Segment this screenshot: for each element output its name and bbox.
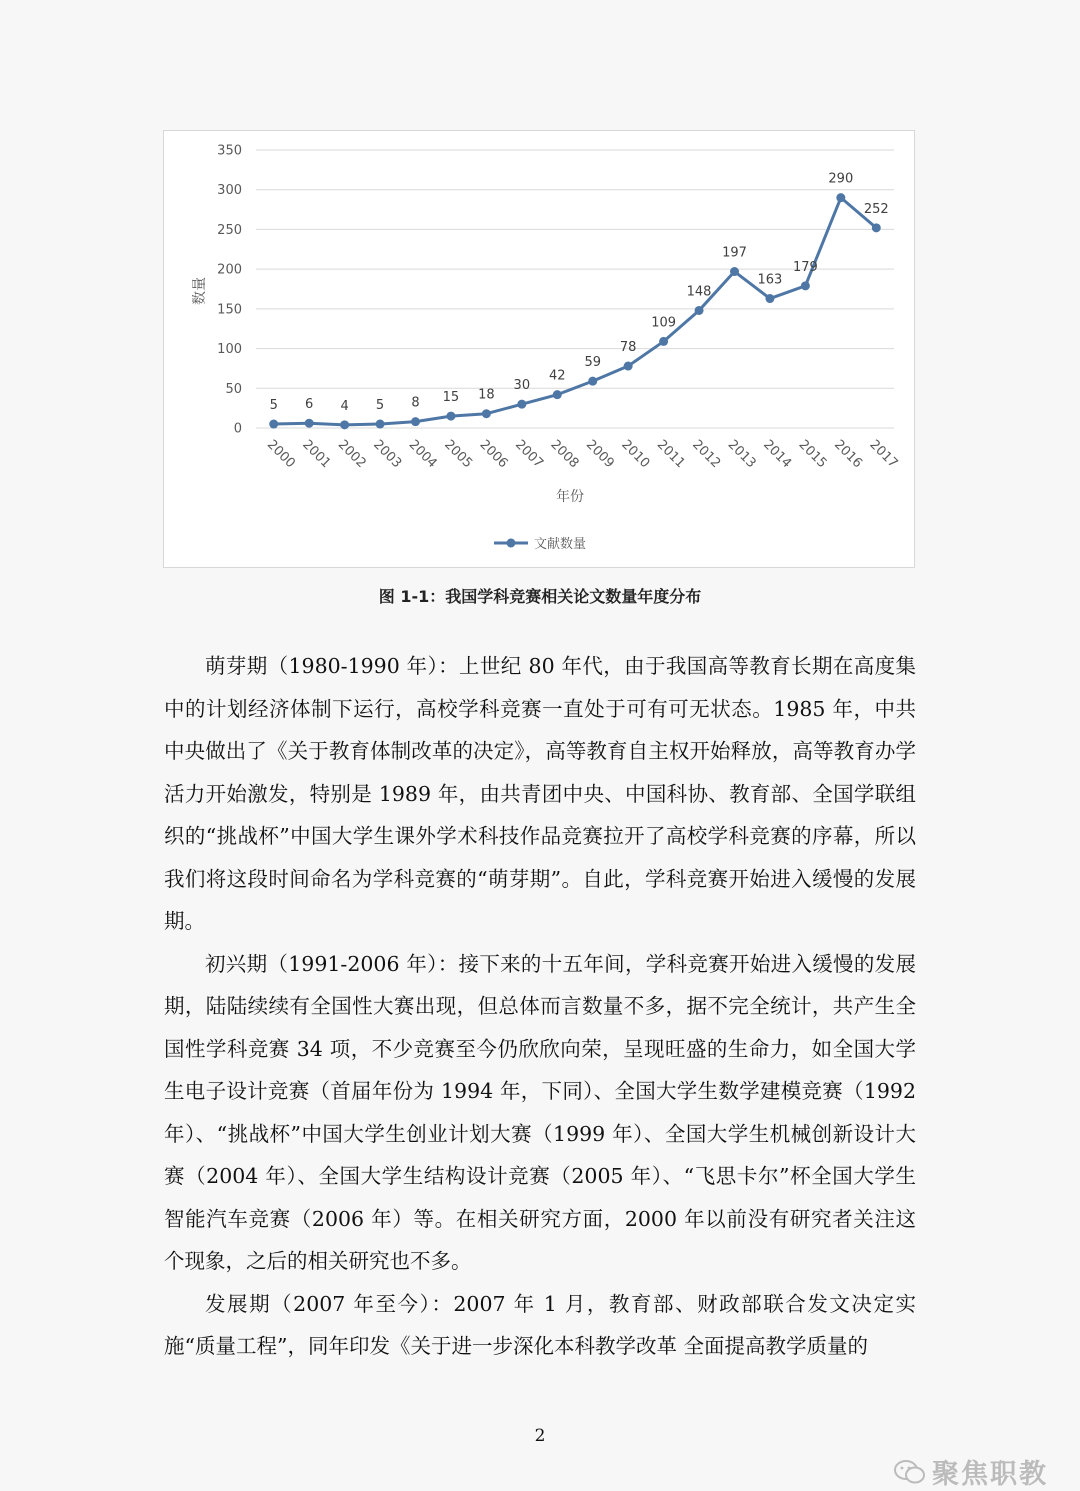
- data-label: 30: [513, 378, 531, 394]
- x-tick-label: 2011: [653, 437, 688, 472]
- data-point: [376, 420, 385, 429]
- y-tick-label: 250: [217, 222, 242, 238]
- data-label: 15: [442, 390, 460, 406]
- x-tick-label: 2009: [582, 437, 617, 472]
- data-label: 109: [651, 315, 677, 331]
- x-tick-label: 2005: [441, 437, 476, 472]
- data-label: 78: [619, 340, 637, 356]
- data-point: [411, 417, 420, 426]
- y-tick-label: 350: [217, 143, 242, 159]
- x-tick-label: 2004: [405, 437, 440, 472]
- data-point: [517, 400, 526, 409]
- y-tick-label: 50: [225, 381, 242, 397]
- x-tick-label: 2013: [724, 437, 759, 472]
- data-point: [801, 281, 810, 290]
- data-point: [269, 420, 278, 429]
- data-label: 42: [549, 368, 566, 384]
- data-point: [695, 306, 704, 315]
- data-point: [553, 390, 562, 399]
- data-point: [836, 193, 845, 202]
- data-label: 252: [863, 201, 889, 217]
- data-label: 5: [269, 398, 278, 414]
- watermark-text: 聚焦职教: [932, 1459, 1048, 1490]
- wechat-icon: [894, 1459, 926, 1485]
- data-label: 290: [828, 171, 854, 187]
- x-tick-label: 2012: [689, 437, 724, 472]
- data-label: 163: [757, 272, 783, 288]
- data-label: 148: [686, 284, 712, 300]
- y-axis-title: 数量: [192, 277, 208, 305]
- data-label: 197: [722, 245, 747, 261]
- data-label: 4: [340, 398, 349, 414]
- data-point: [765, 294, 774, 303]
- data-point: [872, 223, 881, 232]
- chart-svg: [164, 131, 916, 569]
- data-point: [446, 412, 455, 421]
- x-axis-title: 年份: [556, 489, 584, 505]
- y-tick-label: 300: [217, 183, 242, 199]
- data-label: 8: [411, 395, 420, 411]
- watermark: [894, 1452, 1048, 1491]
- figure-caption: 图 1-1：我国学科竞赛相关论文数量年度分布: [378, 587, 702, 606]
- data-label: 179: [792, 259, 818, 275]
- paragraph-early-rise-period: 初兴期（1991-2006 年）：接下来的十五年间，学科竞赛开始进入缓慢的发展期，陆陆续续有全国性大赛出现，但总体而言数量不多，据不完全统计，共产生全国性学科竞赛 34 项，不少竞赛至今仍欣欣向荣，呈现旺盛的生命力，如全国大学生电子设计竞赛（首届年份为 1994 年，下同）、全国大学生数学建模竞赛（1992 年）、“挑战杯”中国大学生创业计划大赛（1999 年）、全国大学生机械创新设计大赛（2004 年）、全国大学生结构设计竞赛（2005 年）、“飞思卡尔”杯全国大学生智能汽车竞赛（2006 年）等。在相关研究方面，2000 年以前没有研究者关注这个现象，之后的相关研究也不多。: [164, 951, 916, 1273]
- x-tick-label: 2015: [795, 437, 830, 472]
- x-tick-label: 2006: [476, 437, 511, 472]
- x-tick-label: 2003: [370, 437, 405, 472]
- x-tick-label: 2007: [512, 437, 547, 472]
- data-label: 18: [478, 387, 495, 403]
- data-point: [305, 419, 314, 428]
- data-point: [588, 377, 597, 386]
- x-tick-label: 2008: [547, 437, 582, 472]
- body-text: [164, 645, 916, 1368]
- x-tick-label: 2001: [299, 437, 334, 472]
- y-tick-label: 100: [217, 342, 242, 358]
- x-tick-label: 2002: [334, 437, 369, 472]
- paragraph-budding-period: 萌芽期（1980-1990 年）：上世纪 80 年代，由于我国高等教育长期在高度集中的计划经济体制下运行，高校学科竞赛一直处于可有可无状态。1985 年，中共中央做出了《关于教育体制改革的决定》，高等教育自主权开始释放，高等教育办学活力开始激发，特别是 1989 年，由共青团中央、中国科协、教育部、全国学联组织的“挑战杯”中国大学生课外学术科技作品竞赛拉开了高校学科竞赛的序幕，所以我们将这段时间命名为学科竞赛的“萌芽期”。自此，学科竞赛开始进入缓慢的发展期。: [164, 654, 916, 933]
- x-tick-label: 2017: [866, 437, 901, 472]
- x-tick-label: 2016: [831, 437, 866, 472]
- series-line: [274, 198, 877, 425]
- paragraph-development-period: 发展期（2007 年至今）：2007 年 1 月，教育部、财政部联合发文决定实施“质量工程”，同年印发《关于进一步深化本科教学改革 全面提高教学质量的: [164, 1291, 916, 1358]
- data-point: [624, 362, 633, 371]
- line-chart: [163, 130, 915, 568]
- x-tick-label: 2014: [760, 437, 795, 472]
- legend-label: 文献数量: [534, 537, 587, 552]
- page-number: 2: [534, 1426, 546, 1446]
- data-label: 5: [375, 398, 385, 414]
- legend-marker: [507, 539, 516, 548]
- data-point: [482, 409, 491, 418]
- data-label: 6: [305, 397, 314, 413]
- y-tick-label: 0: [233, 421, 242, 437]
- y-tick-label: 200: [217, 262, 242, 278]
- y-tick-label: 150: [217, 302, 242, 318]
- data-point: [340, 420, 349, 429]
- x-tick-label: 2010: [618, 437, 653, 472]
- data-point: [730, 267, 739, 276]
- data-point: [659, 337, 668, 346]
- data-label: 59: [584, 355, 601, 371]
- x-tick-label: 2000: [263, 437, 298, 472]
